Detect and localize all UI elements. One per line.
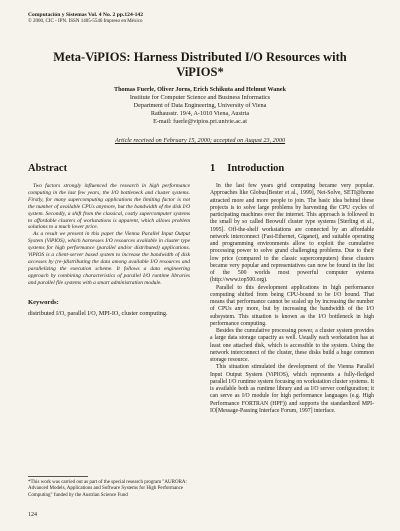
footnote: *This work was carried out as part of the special research program "AURORA: Advanced Models, Applications and Software Systems for High Performance Computing" funded by the Austrian Science Fund xyxy=(28,480,187,498)
journal-header xyxy=(28,12,248,25)
abstract-body xyxy=(28,183,190,287)
keywords-heading: Keywords: xyxy=(28,298,59,306)
author-block xyxy=(40,86,360,126)
abstract-paragraph: As a result we present in this paper the Vienna Parallel Input Output System (ViPIOS), which harnesses I/O resources available in cluster type systems for high performance (parallel and/or distributed) applications. ViPIOS is a client-server based system to increase the bandwidth of disk accesses by (re-)distributing the data among available I/O resources and parallelizing the execution scheme. It follows a data engineering approach by combining characteristics of parallel I/O runtime libraries and parallel file systems with a smart administration module. xyxy=(28,231,190,286)
journal-meta: © 2000, CIC - IPN. ISSN 1405-5546 Impreso en México xyxy=(28,18,143,24)
affiliation-line-1: Institute for Computer Science and Business Informatics xyxy=(129,94,271,101)
paper-title: Meta-ViPIOS: Harness Distributed I/O Resources with ViPIOS* xyxy=(53,50,347,79)
journal-name: Computación y Sistemas Vol. 4 No. 2 pp.124-142 xyxy=(28,12,143,18)
intro-paragraph: This situation stimulated the development of the Vienna Parallel Input Output System (ViPIOS), which represents a fully-fledged parallel I/O runtime system focusing on workstation cluster systems. It is available both as runtime library and as I/O server configuration; it can serve as I/O module for high performance languages (e.g. High Performance FORTRAN (HPF)) and supports the standardized MPI-IO[Message-Passing Interface Forum, 1997] interface. xyxy=(210,364,374,414)
article-dates: Article received on February 15, 2000; accepted on August 23, 2000 xyxy=(114,137,286,144)
right-column xyxy=(210,163,374,415)
footnote-rule xyxy=(28,476,88,477)
intro-paragraph: In the last few years grid computing became very popular. Approaches like Globus[Bester et al., 1999], Net-Solve, SETI@home attracted more and more people to join. The basic idea behind these projects is to solve large problems by harvesting the CPU cycles of participating machines over the internet. This approach is followed in the small by so called Beowulf cluster type systems [Sterling et al., 1995]. Off-the-shelf workstations are connected by an affordable network interconnect (Fast-Ethernet, Giganet), and suitable operating and programming environments allow to exploit the cumulative processing power to solve grand challenging problems. Due to their low price (compared to the classic supercomputers) these clusters became very popular and representatives can now be found in the list of the 500 worlds most powerful computer systems (http://www.top500.org). xyxy=(210,183,374,284)
affiliation-line-2: Department of Data Engineering, University of Viena xyxy=(133,102,267,109)
page-number: 124 xyxy=(28,512,37,518)
intro-paragraph: Parallel to this development applications in high performance computing shifted from being CPU-bound to be I/O bound. That means that performance cannot be scaled up by increasing the number of CPUs any more, but by increasing the bandwidth of the I/O subsystem. This situation is known as the I/O bottleneck in high performance computing. xyxy=(210,284,374,327)
address-line: Rathausstr. 19/4, A-1010 Viena, Austria xyxy=(150,110,250,117)
introduction-heading xyxy=(210,163,374,174)
introduction-body xyxy=(210,183,374,415)
keywords-text: distributed I/O, parallel I/O, MPI-IO, cluster computing. xyxy=(28,309,168,317)
author-names: Thomas Fuerle, Oliver Jorns, Erich Schikuta and Helmut Wanek xyxy=(113,86,286,93)
intro-paragraph: Besides the cumulative processing power, a cluster system provides a large data storage capacity as well. Usually each workstation has at least one attached disk, which is accessible to the system. Using the network interconnect of the cluster, these disks build a huge common storage resource. xyxy=(210,328,374,363)
abstract-paragraph: Two factors strongly influenced the research in high performance computing in the last few years, the I/O bottleneck and cluster systems. Firstly, for many supercomputing applications the limiting factor is not the number of available CPUs anymore, but the bandwidth of the disk I/O system. Secondly, a shift from the classical, costly supercomputer systems to affordable clusters of workstations is apparent, which allows problem solutions to a much lower price. xyxy=(28,183,190,231)
email-line: E-mail: fuerle@vipios.pri.univie.ac.at xyxy=(153,118,247,125)
abstract-heading: Abstract xyxy=(28,163,68,174)
section-number: 1 xyxy=(210,163,216,174)
section-title: Introduction xyxy=(227,163,285,174)
left-column xyxy=(28,163,190,317)
